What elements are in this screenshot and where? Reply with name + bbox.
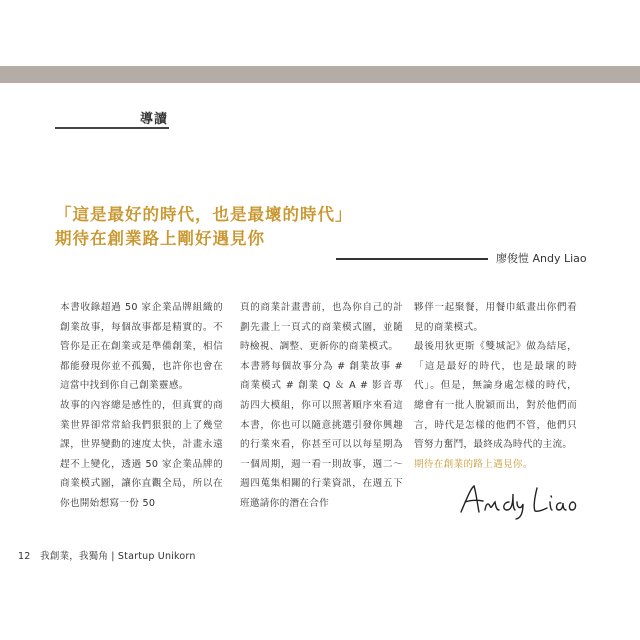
- page-number: 12: [18, 551, 31, 562]
- closing-line: 期待在創業的路上遇見你。: [414, 458, 533, 470]
- signature: [455, 480, 580, 520]
- headline-quote: 「這是最好的時代，也是最壞的時代」: [55, 205, 353, 224]
- headline: [55, 203, 475, 251]
- text-column-2: [240, 298, 403, 514]
- header-band: [0, 66, 640, 83]
- paragraph: 頁的商業計畫書前，也為你自己的計劃先畫上一頁式的商業模式圖，並隨時檢視、調整、更新你的商業模式。: [240, 302, 403, 353]
- text-column-1: [60, 298, 223, 514]
- book-title: 我創業，我獨角 | Startup Unikorn: [40, 551, 196, 562]
- paragraph: 本書將每個故事分為 # 創業故事 # 商業模式 # 創業 Q ＆ A # 影音專訪四大模組，你可以照著順序來看這本書，你也可以隨意挑選引發你興趣的行業來看，你甚至可以以每星期為一個周期，週一看一則故事，週二～週四蒐集相關的行業資訊，在週五下班邀請你的潛在合作: [240, 360, 403, 509]
- section-underline: [55, 127, 169, 129]
- paragraph: 故事的內容總是感性的，但真實的商業世界卻常常給我們狠狠的上了幾堂課，世界變動的速度太快，計畫永遠趕不上變化，透過 50 家企業品牌的商業模式圖，讓你直觀全局，所以在你也開始想寫一份 50: [60, 399, 223, 509]
- paragraph: 夥伴一起聚餐，用餐巾紙畫出你們看見的商業模式。: [414, 302, 577, 333]
- section-label: 導讀: [140, 112, 169, 127]
- author-rule: [336, 258, 488, 260]
- text-column-3: [414, 298, 577, 474]
- paragraph: 最後用狄更斯《雙城記》做為結尾，「這是最好的時代，也是最壞的時代」。但是，無論身處怎樣的時代，總會有一批人脫穎而出，對於他們而言，時代是怎樣的他們不管，他們只管努力奮鬥，最終成為時代的主流。: [414, 341, 577, 451]
- author-name: 廖俊愷 Andy Liao: [496, 252, 587, 265]
- headline-subtitle: 期待在創業路上剛好遇見你: [55, 229, 265, 248]
- footer: [18, 548, 196, 562]
- paragraph: 本書收錄超過 50 家企業品牌組織的創業故事，每個故事都是精實的。不管你是正在創業或是準備創業，相信都能發現你並不孤獨，也許你也會在這當中找到你自己創業靈感。: [60, 302, 223, 392]
